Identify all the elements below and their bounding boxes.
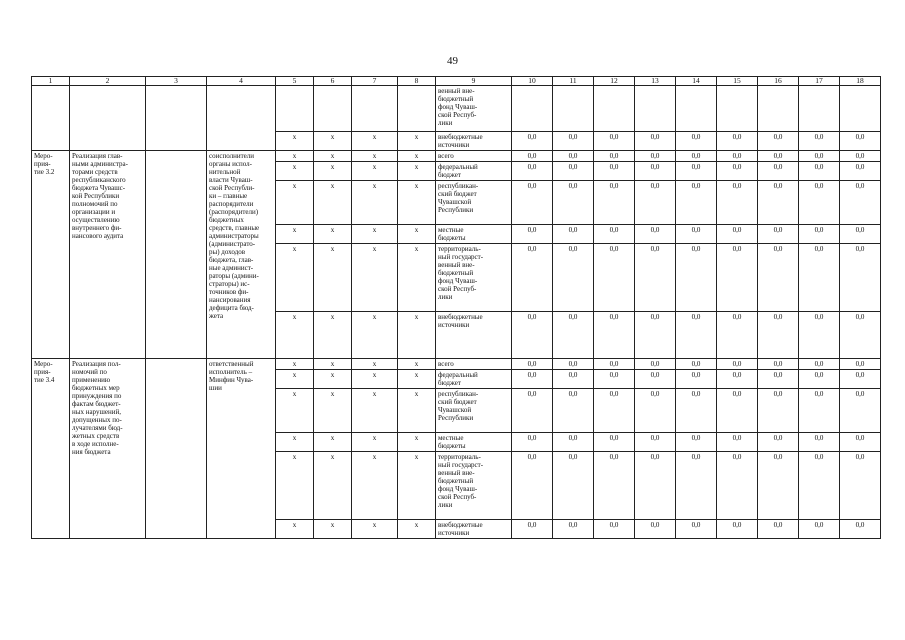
x-mark: x — [398, 452, 436, 520]
value-cell: 0,0 — [553, 370, 594, 389]
value-cell: 0,0 — [512, 452, 553, 520]
x-mark: x — [314, 312, 352, 359]
column-number: 16 — [758, 77, 799, 86]
value-cell: 0,0 — [512, 370, 553, 389]
value-cell: 0,0 — [758, 370, 799, 389]
value-cell: 0,0 — [799, 225, 840, 244]
funding-source: внебюджетные источники — [436, 520, 512, 539]
value-cell: 0,0 — [840, 162, 881, 181]
empty-cell — [676, 86, 717, 132]
value-cell: 0,0 — [553, 520, 594, 539]
value-cell: 0,0 — [512, 433, 553, 452]
column-number: 13 — [635, 77, 676, 86]
value-cell: 0,0 — [512, 244, 553, 312]
value-cell: 0,0 — [717, 359, 758, 370]
measure-name: Реализация пол- номочий по применению бюджетных мер принуждения по фактам бюджет- ных нарушений, допущенных по- лучателями бюд- жетных средств в ходе исполне- ния бюджета — [70, 359, 146, 539]
x-mark: x — [276, 132, 314, 151]
executor: ответственный исполнитель – Минфин Чува- шии — [207, 359, 276, 539]
value-cell: 0,0 — [758, 433, 799, 452]
x-mark: x — [276, 370, 314, 389]
column-number: 12 — [594, 77, 635, 86]
empty-cell — [758, 86, 799, 132]
x-mark: x — [398, 359, 436, 370]
x-mark: x — [314, 452, 352, 520]
value-cell: 0,0 — [512, 520, 553, 539]
value-cell: 0,0 — [717, 389, 758, 433]
value-cell: 0,0 — [676, 181, 717, 225]
value-cell: 0,0 — [512, 162, 553, 181]
table-row — [32, 86, 881, 132]
value-cell: 0,0 — [676, 370, 717, 389]
value-cell: 0,0 — [758, 389, 799, 433]
x-mark: x — [352, 225, 398, 244]
value-cell: 0,0 — [594, 433, 635, 452]
value-cell: 0,0 — [717, 520, 758, 539]
value-cell: 0,0 — [758, 162, 799, 181]
x-mark: x — [398, 132, 436, 151]
empty-cell — [32, 86, 70, 151]
x-mark: x — [314, 162, 352, 181]
x-mark: x — [352, 370, 398, 389]
value-cell: 0,0 — [758, 132, 799, 151]
value-cell: 0,0 — [553, 181, 594, 225]
value-cell: 0,0 — [553, 452, 594, 520]
x-mark: x — [398, 162, 436, 181]
x-mark: x — [398, 225, 436, 244]
value-cell: 0,0 — [635, 181, 676, 225]
x-mark: x — [352, 151, 398, 162]
value-cell: 0,0 — [553, 225, 594, 244]
value-cell: 0,0 — [635, 520, 676, 539]
measure-code: Меро- прия- тие 3.4 — [32, 359, 70, 539]
empty-cell — [717, 86, 758, 132]
value-cell: 0,0 — [799, 452, 840, 520]
column-number: 1 — [32, 77, 70, 86]
value-cell: 0,0 — [676, 389, 717, 433]
value-cell: 0,0 — [635, 452, 676, 520]
value-cell: 0,0 — [676, 520, 717, 539]
empty-cell — [146, 359, 207, 539]
value-cell: 0,0 — [799, 244, 840, 312]
value-cell: 0,0 — [512, 312, 553, 359]
value-cell: 0,0 — [799, 433, 840, 452]
value-cell: 0,0 — [840, 132, 881, 151]
value-cell: 0,0 — [635, 162, 676, 181]
funding-source: республикан- ский бюджет Чувашской Республики — [436, 389, 512, 433]
column-number: 14 — [676, 77, 717, 86]
x-mark: x — [352, 433, 398, 452]
value-cell: 0,0 — [594, 452, 635, 520]
empty-cell — [70, 86, 146, 151]
value-cell: 0,0 — [799, 370, 840, 389]
value-cell: 0,0 — [594, 132, 635, 151]
value-cell: 0,0 — [717, 244, 758, 312]
x-mark: x — [352, 312, 398, 359]
x-mark: x — [352, 452, 398, 520]
x-mark: x — [352, 162, 398, 181]
value-cell: 0,0 — [840, 370, 881, 389]
x-mark: x — [398, 312, 436, 359]
x-mark: x — [314, 225, 352, 244]
x-mark: x — [398, 370, 436, 389]
value-cell: 0,0 — [717, 132, 758, 151]
x-mark: x — [398, 244, 436, 312]
column-number: 3 — [146, 77, 207, 86]
value-cell: 0,0 — [635, 225, 676, 244]
funding-source: всего — [436, 359, 512, 370]
column-number: 15 — [717, 77, 758, 86]
empty-cell — [799, 86, 840, 132]
value-cell: 0,0 — [512, 151, 553, 162]
value-cell: 0,0 — [676, 244, 717, 312]
column-number: 6 — [314, 77, 352, 86]
value-cell: 0,0 — [717, 312, 758, 359]
x-mark: x — [276, 312, 314, 359]
column-number: 4 — [207, 77, 276, 86]
value-cell: 0,0 — [799, 151, 840, 162]
x-mark: x — [352, 520, 398, 539]
x-mark: x — [398, 520, 436, 539]
column-number: 7 — [352, 77, 398, 86]
value-cell: 0,0 — [758, 181, 799, 225]
value-cell: 0,0 — [594, 244, 635, 312]
value-cell: 0,0 — [799, 312, 840, 359]
x-mark: x — [276, 181, 314, 225]
value-cell: 0,0 — [799, 132, 840, 151]
value-cell: 0,0 — [512, 389, 553, 433]
value-cell: 0,0 — [676, 359, 717, 370]
x-mark: x — [276, 389, 314, 433]
funding-source: местные бюджеты — [436, 225, 512, 244]
value-cell: 0,0 — [840, 389, 881, 433]
value-cell: 0,0 — [840, 181, 881, 225]
x-mark: x — [352, 359, 398, 370]
value-cell: 0,0 — [840, 151, 881, 162]
budget-table — [31, 76, 881, 539]
x-mark: x — [314, 370, 352, 389]
empty-cell — [398, 86, 436, 132]
value-cell: 0,0 — [717, 181, 758, 225]
value-cell: 0,0 — [553, 433, 594, 452]
value-cell: 0,0 — [840, 452, 881, 520]
value-cell: 0,0 — [512, 181, 553, 225]
value-cell: 0,0 — [676, 132, 717, 151]
value-cell: 0,0 — [840, 244, 881, 312]
x-mark: x — [398, 389, 436, 433]
x-mark: x — [276, 162, 314, 181]
column-numbers-row — [32, 77, 881, 86]
value-cell: 0,0 — [840, 520, 881, 539]
column-number: 18 — [840, 77, 881, 86]
value-cell: 0,0 — [635, 151, 676, 162]
x-mark: x — [314, 389, 352, 433]
value-cell: 0,0 — [594, 181, 635, 225]
value-cell: 0,0 — [840, 359, 881, 370]
empty-cell — [276, 86, 314, 132]
value-cell: 0,0 — [717, 370, 758, 389]
value-cell: 0,0 — [717, 452, 758, 520]
value-cell: 0,0 — [799, 359, 840, 370]
funding-source: венный вне- бюджетный фонд Чуваш- ской Респуб- лики — [436, 86, 512, 132]
column-number: 10 — [512, 77, 553, 86]
value-cell: 0,0 — [676, 433, 717, 452]
value-cell: 0,0 — [676, 151, 717, 162]
value-cell: 0,0 — [676, 312, 717, 359]
table-row — [32, 359, 881, 370]
x-mark: x — [352, 132, 398, 151]
x-mark: x — [276, 520, 314, 539]
value-cell: 0,0 — [840, 312, 881, 359]
column-number: 2 — [70, 77, 146, 86]
funding-source: всего — [436, 151, 512, 162]
value-cell: 0,0 — [553, 389, 594, 433]
value-cell: 0,0 — [717, 433, 758, 452]
value-cell: 0,0 — [635, 132, 676, 151]
page-number: 49 — [447, 55, 458, 67]
value-cell: 0,0 — [758, 312, 799, 359]
value-cell: 0,0 — [553, 162, 594, 181]
value-cell: 0,0 — [676, 162, 717, 181]
value-cell: 0,0 — [594, 370, 635, 389]
x-mark: x — [276, 359, 314, 370]
table-row — [32, 151, 881, 162]
x-mark: x — [314, 359, 352, 370]
value-cell: 0,0 — [840, 225, 881, 244]
value-cell: 0,0 — [635, 433, 676, 452]
empty-cell — [146, 151, 207, 359]
empty-cell — [635, 86, 676, 132]
value-cell: 0,0 — [717, 162, 758, 181]
funding-source: федеральный бюджет — [436, 370, 512, 389]
funding-source: территориаль- ный государст- венный вне- бюджетный фонд Чуваш- ской Респуб- лики — [436, 244, 512, 312]
empty-cell — [207, 86, 276, 151]
value-cell: 0,0 — [635, 370, 676, 389]
empty-cell — [146, 86, 207, 151]
funding-source: территориаль- ный государст- венный вне- бюджетный фонд Чуваш- ской Респуб- лики — [436, 452, 512, 520]
value-cell: 0,0 — [799, 520, 840, 539]
value-cell: 0,0 — [553, 312, 594, 359]
value-cell: 0,0 — [594, 359, 635, 370]
empty-cell — [352, 86, 398, 132]
measure-code: Меро- прия- тие 3.2 — [32, 151, 70, 359]
funding-source: республикан- ский бюджет Чувашской Республики — [436, 181, 512, 225]
value-cell: 0,0 — [635, 244, 676, 312]
column-number: 11 — [553, 77, 594, 86]
value-cell: 0,0 — [758, 151, 799, 162]
x-mark: x — [352, 181, 398, 225]
x-mark: x — [276, 225, 314, 244]
value-cell: 0,0 — [758, 359, 799, 370]
value-cell: 0,0 — [717, 225, 758, 244]
x-mark: x — [398, 151, 436, 162]
x-mark: x — [276, 433, 314, 452]
x-mark: x — [314, 181, 352, 225]
value-cell: 0,0 — [594, 312, 635, 359]
value-cell: 0,0 — [676, 225, 717, 244]
executor: соисполнители органы испол- нительной власти Чуваш- ской Республи- ки – главные распорядители (распорядители) бюджетных средств, главные администраторы (администрато- ры) доходов бюджета, глав- ные админист- раторы (админи- страторы) ис- точников фи- нансирования дефицита бюд- жета — [207, 151, 276, 359]
column-number: 8 — [398, 77, 436, 86]
empty-cell — [512, 86, 553, 132]
funding-source: внебюджетные источники — [436, 132, 512, 151]
empty-cell — [840, 86, 881, 132]
x-mark: x — [352, 244, 398, 312]
value-cell: 0,0 — [512, 359, 553, 370]
x-mark: x — [352, 389, 398, 433]
column-number: 5 — [276, 77, 314, 86]
empty-cell — [594, 86, 635, 132]
value-cell: 0,0 — [758, 452, 799, 520]
measure-name: Реализация глав- ными администра- торами средств республиканского бюджета Чувашс- кой Республики полномочий по организации и осуществлению внутреннего фи- нансового аудита — [70, 151, 146, 359]
value-cell: 0,0 — [512, 132, 553, 151]
value-cell: 0,0 — [635, 312, 676, 359]
value-cell: 0,0 — [594, 162, 635, 181]
value-cell: 0,0 — [594, 225, 635, 244]
value-cell: 0,0 — [717, 151, 758, 162]
x-mark: x — [276, 151, 314, 162]
value-cell: 0,0 — [635, 389, 676, 433]
x-mark: x — [276, 452, 314, 520]
x-mark: x — [314, 520, 352, 539]
value-cell: 0,0 — [758, 520, 799, 539]
x-mark: x — [314, 151, 352, 162]
value-cell: 0,0 — [594, 389, 635, 433]
funding-source: федеральный бюджет — [436, 162, 512, 181]
column-number: 9 — [436, 77, 512, 86]
value-cell: 0,0 — [553, 132, 594, 151]
value-cell: 0,0 — [553, 244, 594, 312]
funding-source: местные бюджеты — [436, 433, 512, 452]
value-cell: 0,0 — [553, 359, 594, 370]
value-cell: 0,0 — [758, 244, 799, 312]
value-cell: 0,0 — [594, 520, 635, 539]
x-mark: x — [398, 181, 436, 225]
x-mark: x — [276, 244, 314, 312]
x-mark: x — [314, 132, 352, 151]
value-cell: 0,0 — [594, 151, 635, 162]
value-cell: 0,0 — [799, 181, 840, 225]
value-cell: 0,0 — [799, 389, 840, 433]
funding-source: внебюджетные источники — [436, 312, 512, 359]
value-cell: 0,0 — [840, 433, 881, 452]
value-cell: 0,0 — [758, 225, 799, 244]
x-mark: x — [314, 244, 352, 312]
value-cell: 0,0 — [676, 452, 717, 520]
value-cell: 0,0 — [635, 359, 676, 370]
value-cell: 0,0 — [799, 162, 840, 181]
value-cell: 0,0 — [512, 225, 553, 244]
value-cell: 0,0 — [553, 151, 594, 162]
x-mark: x — [398, 433, 436, 452]
empty-cell — [314, 86, 352, 132]
x-mark: x — [314, 433, 352, 452]
column-number: 17 — [799, 77, 840, 86]
empty-cell — [553, 86, 594, 132]
